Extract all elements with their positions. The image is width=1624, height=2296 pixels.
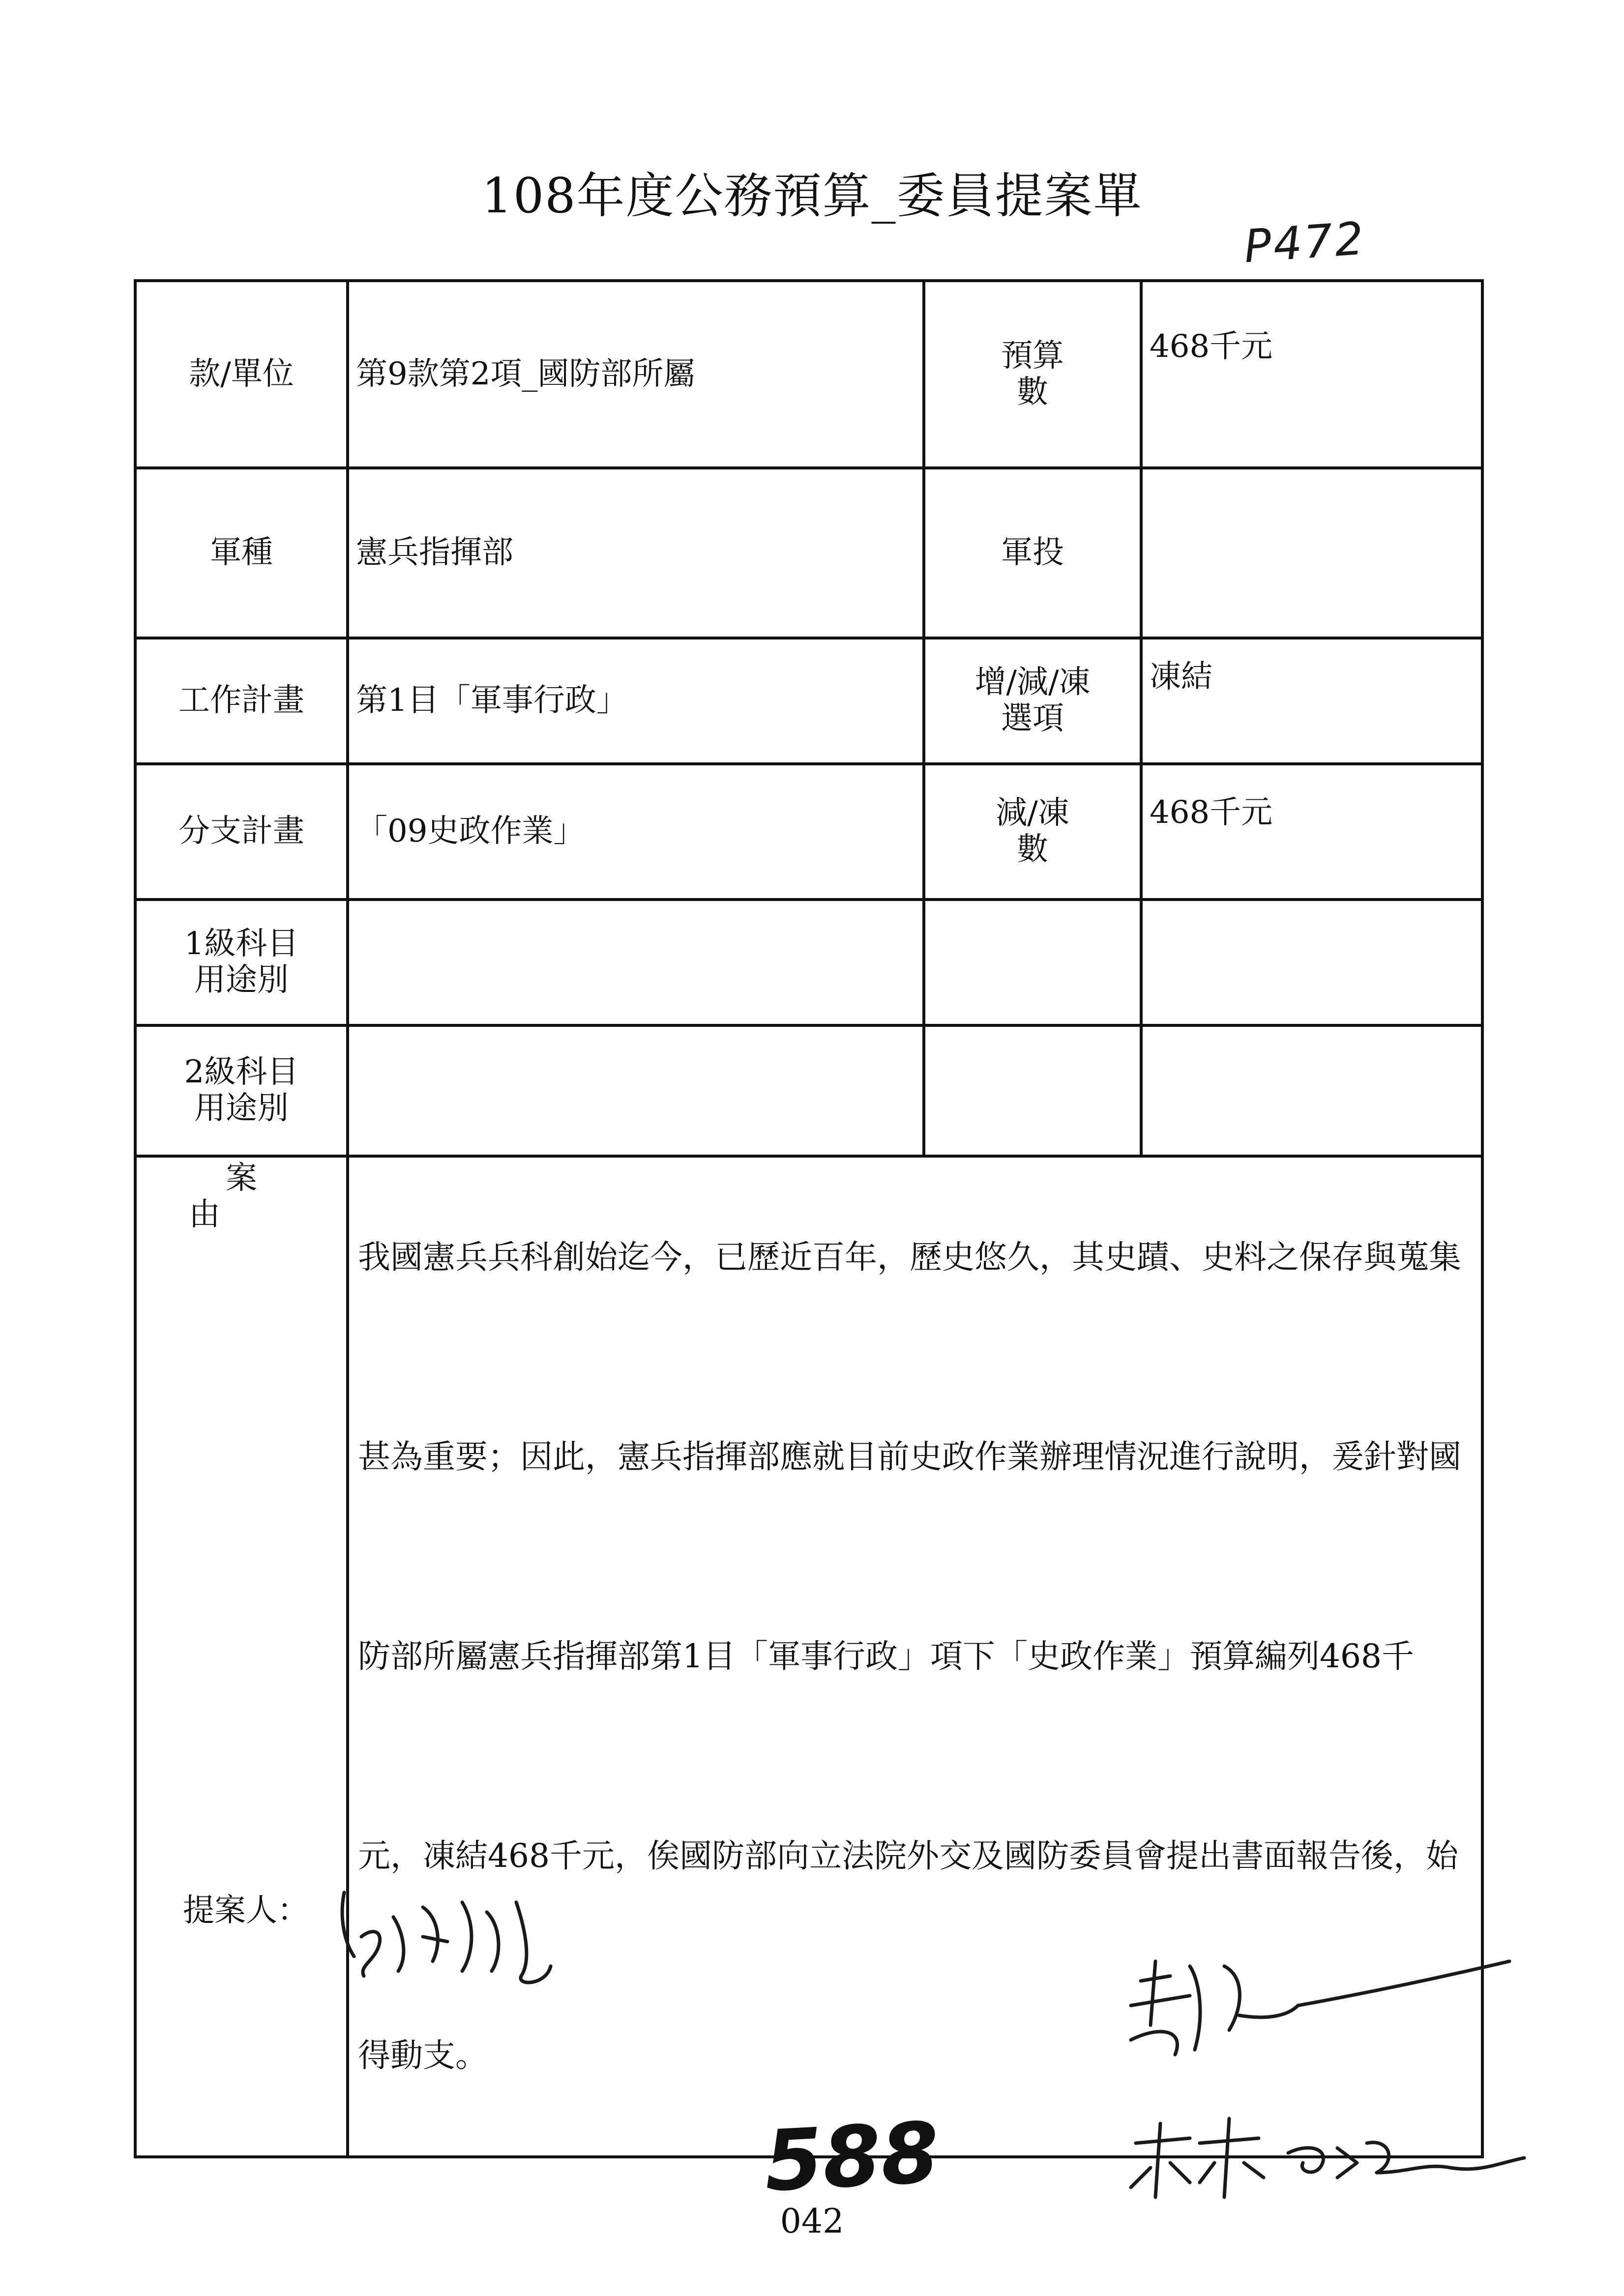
page-number: 042 [780, 2202, 844, 2241]
page-reference-handwritten-note: P472 [1242, 212, 1367, 273]
value-service: 憲兵指揮部 [348, 468, 924, 638]
label-budget-amount: 預算 數 [924, 281, 1141, 468]
value-budget-amount: 468千元 [1141, 281, 1482, 468]
value-freeze-amount: 468千元 [1141, 764, 1482, 900]
page-title: 108年度公務預算_委員提案單 [481, 168, 1143, 224]
proposer-signature-stroke [342, 1892, 551, 1982]
signature-upper-stroke [1131, 1961, 1509, 2055]
value-branch-plan: 「09史政作業」 [348, 764, 924, 900]
label-level1-subject: 1級科目 用途別 [135, 900, 348, 1025]
value-action-option: 凍結 [1141, 638, 1482, 764]
label-military-investment: 軍投 [924, 468, 1141, 638]
signature-lower-stroke [1131, 2119, 1524, 2197]
handwritten-stamp-number: 588 [762, 2104, 942, 2211]
reason-text: 我國憲兵兵科創始迄今，已歷近百年，歷史悠久，其史蹟、史料之保存與蒐集甚為重要；因此，憲兵指揮部應就目前史政作業辦理情況進行說明，爰針對國防部所屬憲兵指揮部第1目「軍事行政」項下「史政作業」預算編列468千元，凍結468千元，俟國防部向立法院外交及國防委員會提出書面報告後，始得動支。 [348, 1156, 1482, 2157]
proposer-label: 提案人： [183, 1892, 309, 1929]
value-unit: 第9款第2項_國防部所屬 [348, 281, 924, 468]
label-unit: 款/單位 [135, 281, 348, 468]
label-work-plan: 工作計畫 [135, 638, 348, 764]
label-freeze-amount: 減/凍 數 [924, 764, 1141, 900]
label-reason: 案由 [135, 1156, 348, 2157]
label-service: 軍種 [135, 468, 348, 638]
value-work-plan: 第1目「軍事行政」 [348, 638, 924, 764]
label-level2-subject: 2級科目 用途別 [135, 1025, 348, 1156]
label-action-option: 增/減/凍 選項 [924, 638, 1141, 764]
label-branch-plan: 分支計畫 [135, 764, 348, 900]
